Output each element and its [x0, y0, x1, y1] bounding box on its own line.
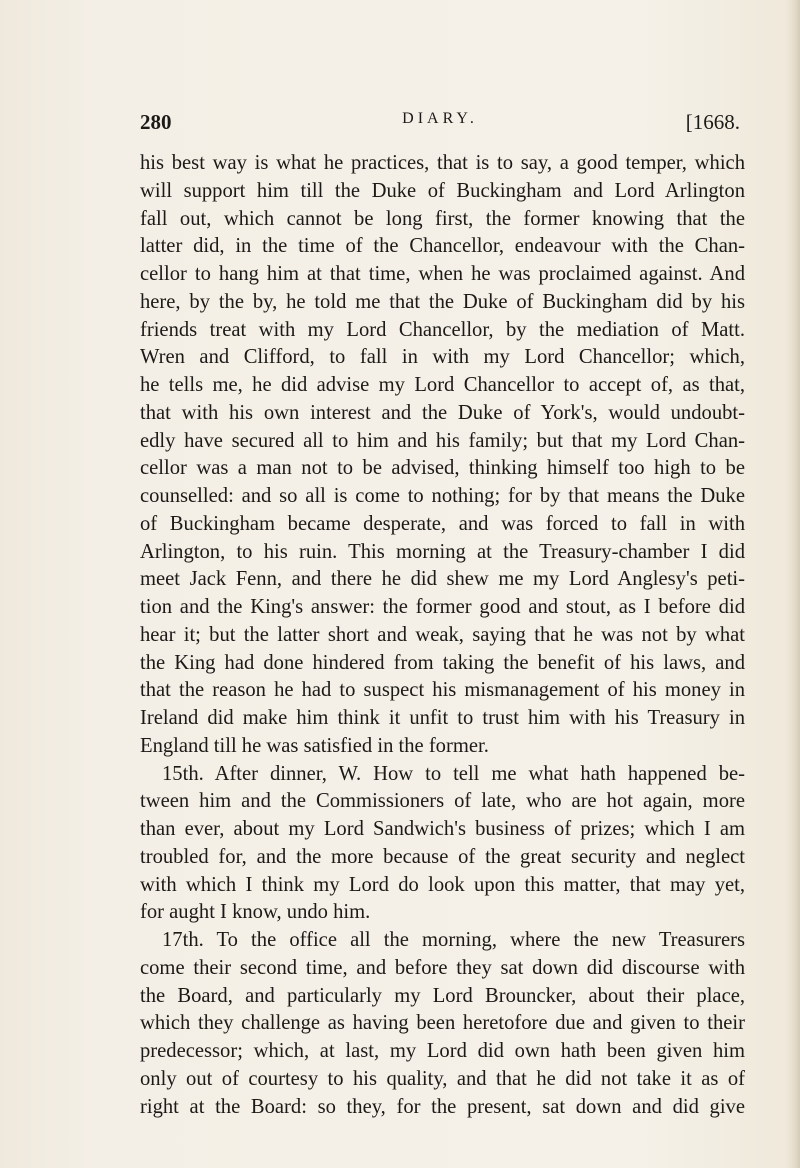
text-line: cellor to hang him at that time, when he was proclaimed against. And — [140, 263, 745, 285]
page-number: 280 — [140, 110, 172, 134]
text-line: Wren and Clifford, to fall in with my Lord Chancellor; which, — [140, 346, 745, 369]
text-line: troubled for, and the more because of the great security and neglect — [140, 845, 745, 868]
text-line: only out of courtesy to his quality, and that he did not take it as of — [140, 1067, 745, 1090]
text-line: of Buckingham became desperate, and was forced to fall in with — [140, 512, 745, 535]
text-line: counselled: and so all is come to nothing; for by that means the Duke — [140, 485, 745, 507]
text-line: he tells me, he did advise my Lord Chancellor to accept of, as that, — [140, 374, 745, 396]
text-line: with which I think my Lord do look upon this matter, that may yet, — [140, 873, 745, 896]
text-line: that the reason he had to suspect his mismanagement of his money in — [140, 679, 745, 702]
running-title: DIARY. — [402, 110, 478, 127]
text-line: latter did, in the time of the Chancellor, endeavour with the Chan- — [140, 235, 745, 258]
text-line: come their second time, and before they sat down did discourse with — [140, 956, 745, 979]
page-edge-shadow — [786, 0, 800, 1168]
text-line: meet Jack Fenn, and there he did shew me my Lord Anglesy's peti- — [140, 568, 745, 591]
text-line: which they challenge as having been heretofore due and given to their — [140, 1012, 745, 1035]
text-line: will support him till the Duke of Buckingham and Lord Arlington — [140, 179, 745, 202]
entry-line: 17th. To the office all the morning, where the new Treasurers — [162, 929, 745, 951]
text-line: tween him and the Commissioners of late, who are hot again, more — [140, 790, 745, 813]
text-line: here, by the by, he told me that the Duke of Buckingham did by his — [140, 290, 745, 313]
text-line: England till he was satisfied in the former. — [140, 734, 489, 757]
running-head — [140, 110, 740, 140]
text-line: his best way is what he practices, that is to say, a good temper, which — [140, 152, 745, 174]
text-line: Ireland did make him think it unfit to trust him with his Treasury in — [140, 707, 745, 729]
text-line: the King had done hindered from taking the benefit of his laws, and — [140, 651, 745, 674]
text-line: edly have secured all to him and his family; but that my Lord Chan- — [140, 429, 745, 452]
text-line: for aught I know, undo him. — [140, 901, 371, 924]
text-line: fall out, which cannot be long first, the former knowing that the — [140, 207, 745, 230]
text-line: predecessor; which, at last, my Lord did own hath been given him — [140, 1040, 745, 1062]
entry-line: 15th. After dinner, W. How to tell me what hath happened be- — [162, 762, 745, 785]
body-text — [140, 150, 745, 1121]
text-line: that with his own interest and the Duke of York's, would undoubt- — [140, 401, 745, 424]
text-line: than ever, about my Lord Sandwich's business of prizes; which I am — [140, 818, 745, 840]
text-line: tion and the King's answer: the former good and stout, as I before did — [140, 596, 745, 618]
text-line: cellor was a man not to be advised, thinking himself too high to be — [140, 457, 745, 480]
text-line: hear it; but the latter short and weak, saying that he was not by what — [140, 623, 745, 646]
text-line: friends treat with my Lord Chancellor, by the mediation of Matt. — [140, 318, 745, 341]
text-line: the Board, and particularly my Lord Brouncker, about their place, — [140, 984, 745, 1007]
text-line: Arlington, to his ruin. This morning at the Treasury-chamber I did — [140, 540, 745, 563]
running-year: [1668. — [685, 110, 740, 134]
text-line: right at the Board: so they, for the present, sat down and did give — [140, 1095, 745, 1118]
